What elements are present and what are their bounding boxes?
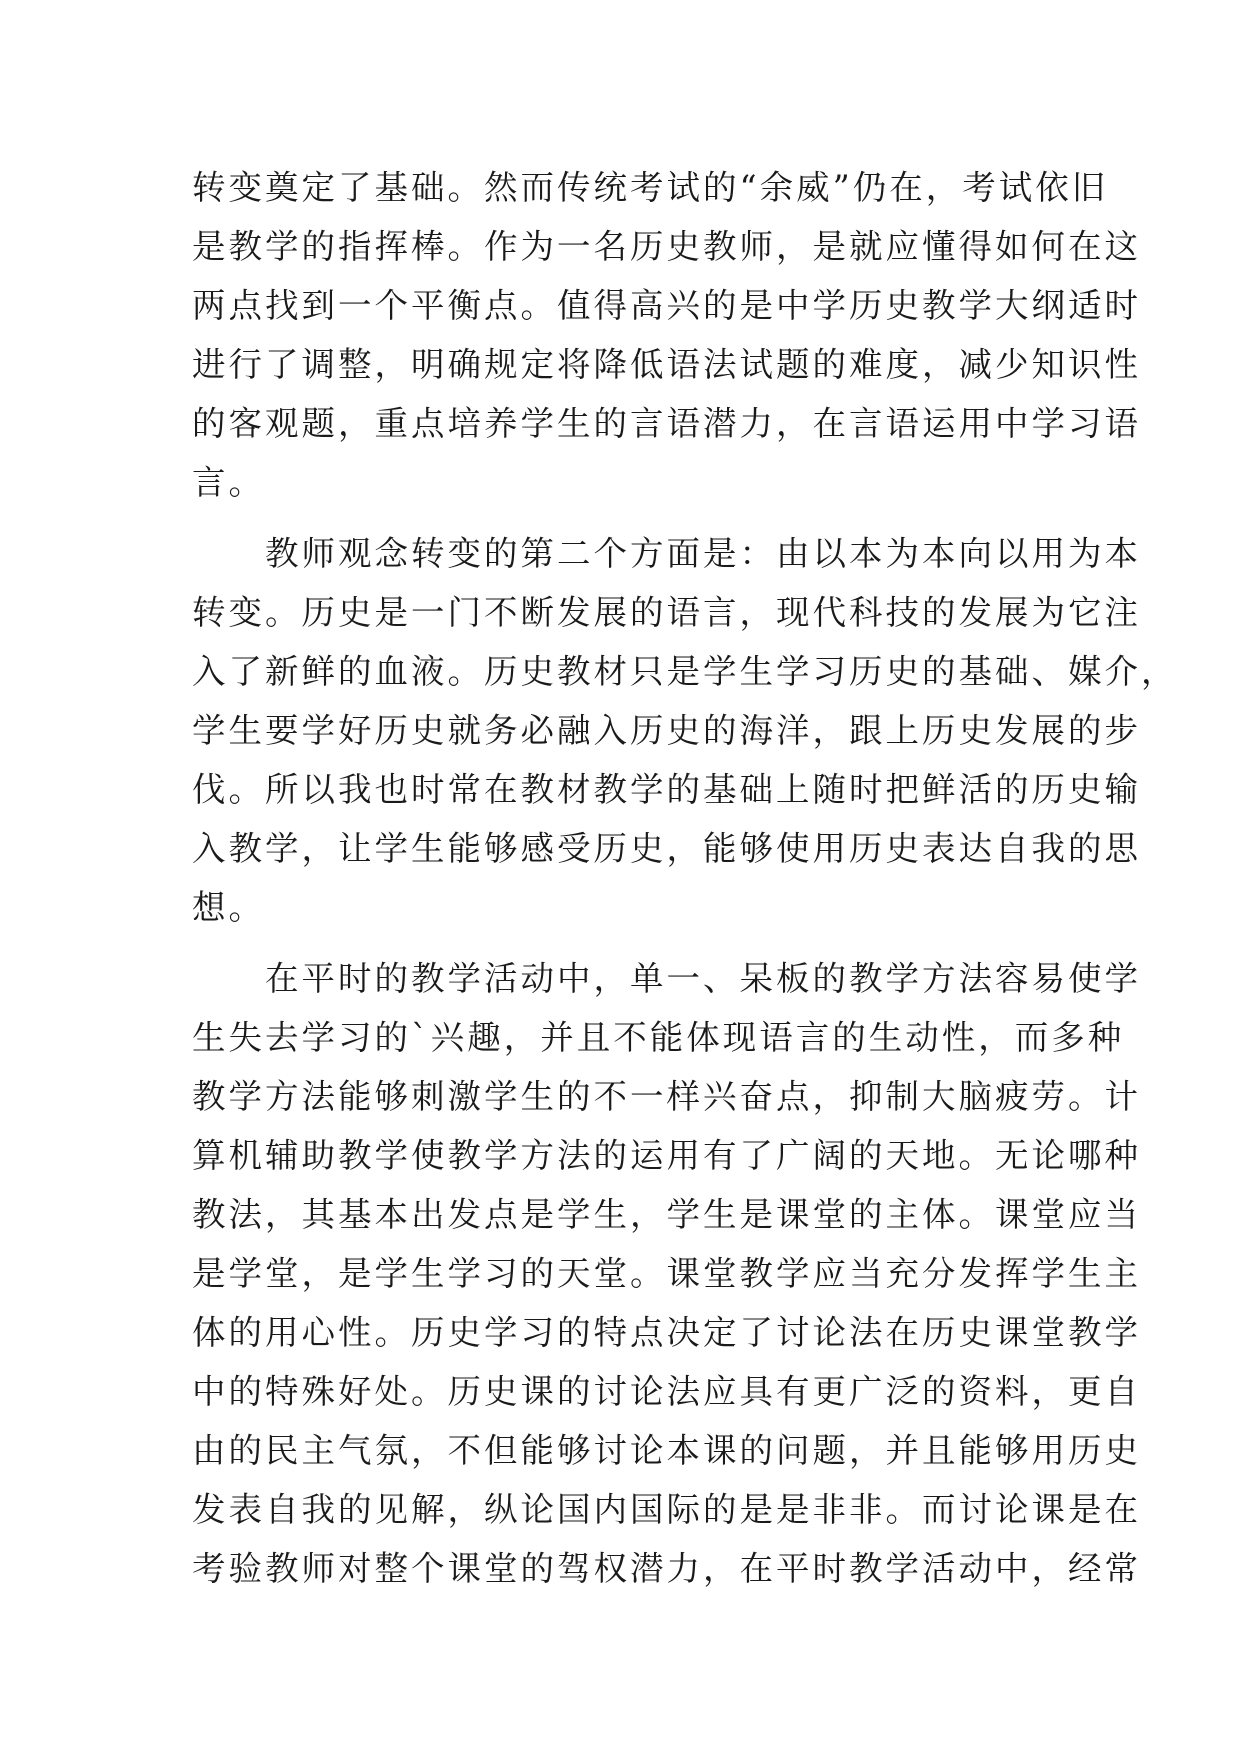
text-line: 转变奠定了基础。然而传统考试的“余威”仍在，考试依旧 <box>192 168 1109 207</box>
text-line: 生失去学习的`兴趣，并且不能体现语言的生动性，而多种 <box>192 1018 1125 1057</box>
text-line: 考验教师对整个课堂的驾权潜力，在平时教学活动中，经常 <box>192 1549 1141 1588</box>
text-line: 入教学，让学生能够感受历史，能够使用历史表达自我的思 <box>192 829 1141 868</box>
text-line: 进行了调整，明确规定将降低语法试题的难度，减少知识性 <box>192 345 1141 384</box>
paragraph-3 <box>192 949 1141 1598</box>
text-line: 中的特殊好处。历史课的讨论法应具有更广泛的资料，更自 <box>192 1372 1141 1411</box>
text-line: 的客观题，重点培养学生的言语潜力，在言语运用中学习语 <box>192 404 1141 443</box>
text-line: 算机辅助教学使教学方法的运用有了广阔的天地。无论哪种 <box>192 1136 1141 1175</box>
text-line: 是学堂，是学生学习的天堂。课堂教学应当充分发挥学生主 <box>192 1254 1141 1293</box>
text-line: 发表自我的见解，纵论国内国际的是是非非。而讨论课是在 <box>192 1490 1141 1529</box>
text-line: 伐。所以我也时常在教材教学的基础上随时把鲜活的历史输 <box>192 770 1141 809</box>
text-line: 教法，其基本出发点是学生，学生是课堂的主体。课堂应当 <box>192 1195 1141 1234</box>
text-line: 两点找到一个平衡点。值得高兴的是中学历史教学大纲适时 <box>192 286 1141 325</box>
paragraph-spacer <box>192 512 1057 524</box>
text-line: 言。 <box>192 463 265 502</box>
text-line: 想。 <box>192 888 265 927</box>
text-line: 在平时的教学活动中，单一、呆板的教学方法容易使学 <box>192 959 1141 998</box>
text-line: 学生要学好历史就务必融入历史的海洋，跟上历史发展的步 <box>192 711 1141 750</box>
paragraph-1 <box>192 158 1141 512</box>
body-text <box>192 158 1178 1598</box>
text-line: 是教学的指挥棒。作为一名历史教师，是就应懂得如何在这 <box>192 227 1141 266</box>
paragraph-spacer <box>192 937 1057 949</box>
text-line: 教师观念转变的第二个方面是：由以本为本向以用为本 <box>192 534 1141 573</box>
paragraph-2 <box>192 524 1178 937</box>
text-line: 由的民主气氛，不但能够讨论本课的问题，并且能够用历史 <box>192 1431 1141 1470</box>
text-line: 教学方法能够刺激学生的不一样兴奋点，抑制大脑疲劳。计 <box>192 1077 1141 1116</box>
text-line: 转变。历史是一门不断发展的语言，现代科技的发展为它注 <box>192 593 1141 632</box>
text-line: 体的用心性。历史学习的特点决定了讨论法在历史课堂教学 <box>192 1313 1141 1352</box>
text-line: 入了新鲜的血液。历史教材只是学生学习历史的基础、媒介， <box>192 652 1178 691</box>
